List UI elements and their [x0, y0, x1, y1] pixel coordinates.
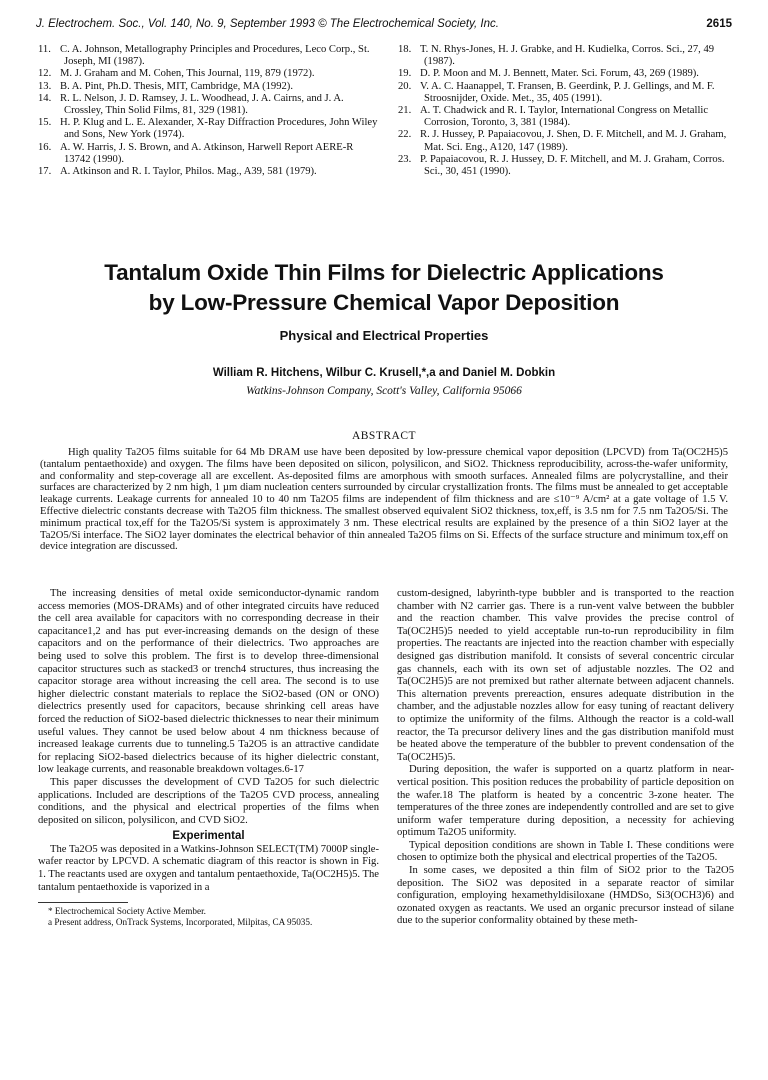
abstract-heading: ABSTRACT	[351, 430, 417, 442]
reference-item: 16. A. W. Harris, J. S. Brown, and A. Atkinson, Harwell Report AERE-R 13742 (1990).	[38, 141, 354, 165]
section-heading-experimental: Experimental	[172, 830, 245, 843]
body-paragraph: During deposition, the wafer is supported on a quartz platform in near-vertical position. This position reduces the probability of particle deposition on the wafer.18 The platform is heated by a concentric 3-zone heater. The temperatures of the three zones are independently controlled and are set to give uniform wafer temperature during deposition, a necessity for achieving optimum Ta2O5 uniformity.	[397, 764, 734, 839]
page-number: 2615	[706, 18, 732, 30]
body-paragraph: The Ta2O5 was deposited in a Watkins-Johnson SELECT(TM) 7000P single-wafer reactor by LPCVD. A schematic diagram of this reactor is shown in Fig. 1. The reactants used are oxygen and tantalum pentaethoxide, Ta(OC2H5)5. The tantalum pentaethoxide is vaporized in a	[38, 843, 379, 893]
reference-item: 23. P. Papaiacovou, R. J. Hussey, D. F. Mitchell, and M. J. Graham, Corros. Sci., 30, 451 (1990).	[398, 153, 725, 178]
reference-item: 14. R. L. Nelson, J. D. Ramsey, J. L. Woodhead, J. A. Cairns, and J. A. Crossley, Thin Solid Films, 81, 329 (1981).	[38, 92, 344, 117]
journal-citation: J. Electrochem. Soc., Vol. 140, No. 9, September 1993 © The Electrochemical Society, Inc.	[36, 18, 499, 30]
title-line-2: by Low-Pressure Chemical Vapor Deposition	[148, 290, 620, 315]
body-paragraph: The increasing densities of metal oxide semiconductor-dynamic random access memories (MOS-DRAMs) and of other integrated circuits have reduced the cell area available for capacitors with no corresponding decrease in their capacitance1,2 and has put ever-increasing demands on the design of these capacitors and on the performance of their dielectrics. Two approaches are being used to solve this problem. The first is to develop three-dimensional capacitor structures such as stacked3 or trench4 structures, thus increasing the capacitor storage area without increasing the cell area. The second is to use higher dielectric constant materials to replace the SiO2-based (ON or ONO) dielectrics presently used for capacitors, because shrinking cell areas have forced the reduction of SiO2-based dielectric thicknesses to near their minimum useful values. They cannot be used below about 4 nm thickness because of increased leakage currents due to tunneling.5 Ta2O5 is an attractive candidate for replacing SiO2-based dielectrics because of its higher dielectric constant, low leakage currents, and reasonable breakdown voltages.6-17	[38, 588, 379, 776]
reference-item: 11. C. A. Johnson, Metallography Principles and Procedures, Leco Corp., St. Joseph, MI (1987).	[38, 44, 370, 68]
author-affiliation: Watkins-Johnson Company, Scott's Valley, California 95066	[246, 385, 522, 397]
body-paragraph: Typical deposition conditions are shown in Table I. These conditions were chosen to optimize both the physical and electrical properties of the Ta2O5.	[397, 839, 734, 864]
reference-item: 15. H. P. Klug and L. E. Alexander, X-Ray Diffraction Procedures, John Wiley and Sons, New York (1974).	[38, 117, 378, 141]
reference-item: 21. A. T. Chadwick and R. I. Taylor, International Congress on Metallic Corrosion, Toronto, 3, 381 (1984).	[398, 105, 709, 129]
author-list: William R. Hitchens, Wilbur C. Krusell,*,a and Daniel M. Dobkin	[212, 367, 556, 379]
article-subtitle: Physical and Electrical Properties	[279, 328, 489, 343]
footnotes	[38, 902, 379, 927]
footnote: a Present address, OnTrack Systems, Incorporated, Milpitas, CA 95035.	[48, 916, 313, 927]
article-title-block	[40, 258, 728, 397]
body-paragraph: This paper discusses the development of CVD Ta2O5 for such dielectric applications. Included are descriptions of the Ta2O5 CVD process, annealing conditions, and the physical and electrical properties of the films when deposited on silicon, polysilicon, and CVD SiO2.	[38, 776, 379, 826]
footnote: * Electrochemical Society Active Member.	[48, 906, 206, 917]
reference-item: 12. M. J. Graham and M. Cohen, This Journal, 119, 879 (1972).	[38, 68, 315, 80]
references-left-column	[38, 44, 378, 178]
running-head	[36, 18, 732, 30]
abstract-text: High quality Ta2O5 films suitable for 64 Mb DRAM use have been deposited by low-pressure chemical vapor deposition (LPCVD) from Ta(OC2H5)5 (tantalum pentaethoxide) and oxygen. The films have been deposited on silicon, polysilicon, and SiO2. Thickness reproducibility, across-the-wafer uniformity, and conformality and step-coverage all are excellent. As-deposited films are amorphous with smooth surfaces. Annealed films are polycrystalline, and their surfaces are characterized by 2 nm high, 1 µm diam nucleation centers surrounded by circular crystallization fronts. The films must be annealed to get acceptable leakage currents. Leakage currents for annealed 10 to 40 nm Ta2O5 films are independent of film thickness and are ≤10⁻⁹ A/cm² at a gate voltage of 1.5 V. Effective dielectric constants decrease with Ta2O5 film thickness. The smallest observed equivalent SiO2 thickness, tox,eff, is 3.5 nm for 7.5 nm Ta2O5/Si. The minimum practical tox,eff for the Ta2O5/Si system is approximately 3 nm. These electrical results are explained by the presence of a thin SiO2 layer at the Ta2O5/Si interface. The SiO2 layer dominates the electrical behavior of thin annealed Ta2O5 films on Si. Effects of the surface structure and minimum tox,eff on device integration are discussed.	[40, 447, 728, 553]
reference-item: 19. D. P. Moon and M. J. Bennett, Mater. Sci. Forum, 43, 269 (1989).	[398, 68, 699, 80]
title-line-1: Tantalum Oxide Thin Films for Dielectric Applications	[104, 260, 664, 285]
footnote-divider	[38, 902, 128, 903]
body-paragraph: custom-designed, labyrinth-type bubbler and is transported to the reaction chamber with N2 carrier gas. There is a run-vent valve between the bubbler and the reaction chamber. This valve provides the precise control of Ta(OC2H5)5 needed to yield acceptable run-to-run reproducibility in film properties. The reactants are injected into the reaction chamber with especially designed gas distribution manifold. It consists of several concentric circular gas channels, each with its own set of adjustable nozzles. The O2 and Ta(OC2H5)5 are not premixed but rather alternate between adjacent channels. This alternation prevents prereaction, ensures adequate distribution in the chamber, and the adjustable nozzles allow for easy tuning of reactant delivery to optimize the uniformity of the films. Although the reactor is a cold-wall reactor, the Ta precursor delivery lines and the gas distribution manifold must be heated above the temperature of the bubbler to prevent condensation of the Ta(OC2H5)5.	[397, 588, 734, 763]
body-paragraph: In some cases, we deposited a thin film of SiO2 prior to the Ta2O5 deposition. The SiO2 was deposited in a separate reactor of similar configuration, employing hexamethyldisiloxane (HMDSo, Si3(OCH3)6) and ozonated oxygen as reactants. We used an organic precursor instead of silane due to the superior conformality obtained by these meth-	[397, 865, 734, 927]
reference-item: 22. R. J. Hussey, P. Papaiacovou, J. Shen, D. F. Mitchell, and M. J. Graham, Mat. Sci. Eng., A120, 147 (1989).	[398, 129, 727, 153]
body-left-column	[38, 588, 379, 927]
reference-item: 17. A. Atkinson and R. I. Taylor, Philos. Mag., A39, 581 (1979).	[38, 166, 317, 178]
reference-item: 13. B. A. Pint, Ph.D. Thesis, MIT, Cambridge, MA (1992).	[38, 80, 293, 92]
references-right-column	[398, 44, 734, 178]
body-right-column	[397, 588, 734, 928]
reference-item: 20. V. A. C. Haanappel, T. Fransen, B. Geerdink, P. J. Gellings, and M. F. Stroosnijder, Oxide. Met., 35, 405 (1991).	[398, 80, 715, 104]
reference-item: 18. T. N. Rhys-Jones, H. J. Grabke, and H. Kudielka, Corros. Sci., 27, 49 (1987).	[398, 44, 715, 68]
article-title	[40, 258, 728, 318]
